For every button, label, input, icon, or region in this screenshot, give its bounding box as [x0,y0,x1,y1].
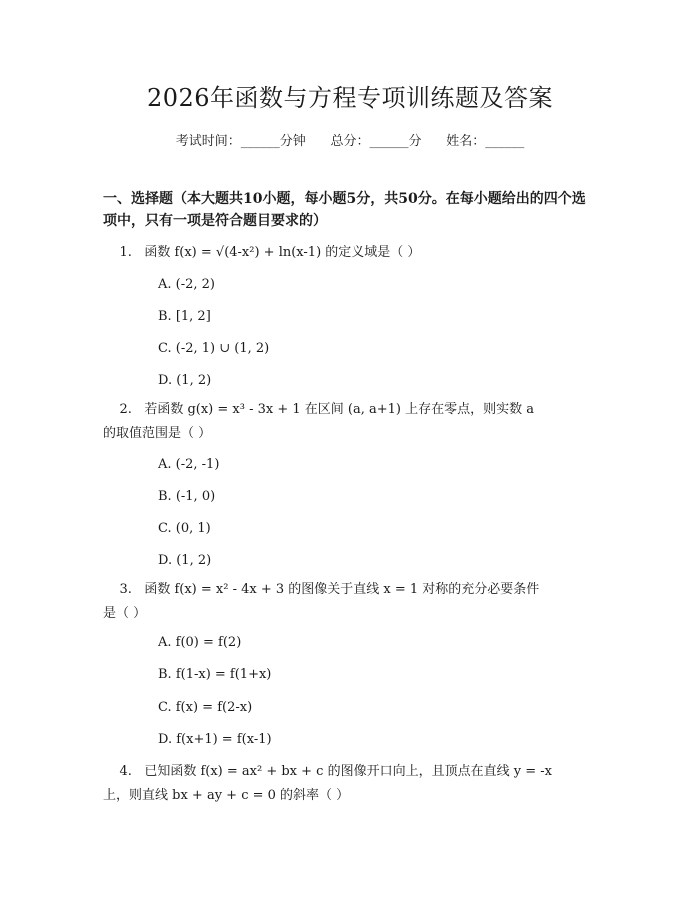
question-stem: 2. 若函数 g(x) = x³ - 3x + 1 在区间 (a, a+1) 上存在零点，则实数 a [103,402,534,417]
page-title: 2026年函数与方程专项训练题及答案 [146,84,554,112]
option-a: A. f(0) = f(2) [158,635,242,650]
option-b: B. (-1, 0) [158,489,216,504]
question-stem: 的取值范围是（ ） [103,426,212,441]
question-stem: 上，则直线 bx + ay + c = 0 的斜率（ ） [103,788,350,803]
option-d: D. (1, 2) [158,373,212,388]
section-heading-line: 一、选择题（本大题共10小题，每小题5分，共50分。在每小题给出的四个选 [103,191,586,207]
option-b: B. f(1-x) = f(1+x) [158,667,272,682]
question-stem: 3. 函数 f(x) = x² - 4x + 3 的图像关于直线 x = 1 对称的充分必要条件 [103,582,540,597]
option-b: B. [1, 2] [158,309,211,324]
question-4 [103,760,603,808]
question-stem: 1. 函数 f(x) = √(4-x²) + ln(x-1) 的定义域是（ ） [103,245,421,260]
option-c: C. f(x) = f(2-x) [158,700,253,715]
option-a: A. (-2, -1) [158,457,220,472]
section-heading-line: 项中，只有一项是符合题目要求的） [103,213,327,229]
option-c: C. (0, 1) [158,521,211,536]
option-a: A. (-2, 2) [158,277,215,292]
question-2 [103,398,603,446]
exam-info-line: 考试时间：______分钟 总分：______分 姓名：______ [175,134,525,149]
question-stem: 是（ ） [103,606,147,621]
question-1 [103,241,603,265]
option-d: D. f(x+1) = f(x-1) [158,732,272,747]
option-c: C. (-2, 1) ∪ (1, 2) [158,341,270,356]
section-heading [103,188,603,232]
question-3 [103,578,603,626]
option-d: D. (1, 2) [158,553,212,568]
question-stem: 4. 已知函数 f(x) = ax² + bx + c 的图像开口向上，且顶点在直线 y = -x [103,764,552,779]
